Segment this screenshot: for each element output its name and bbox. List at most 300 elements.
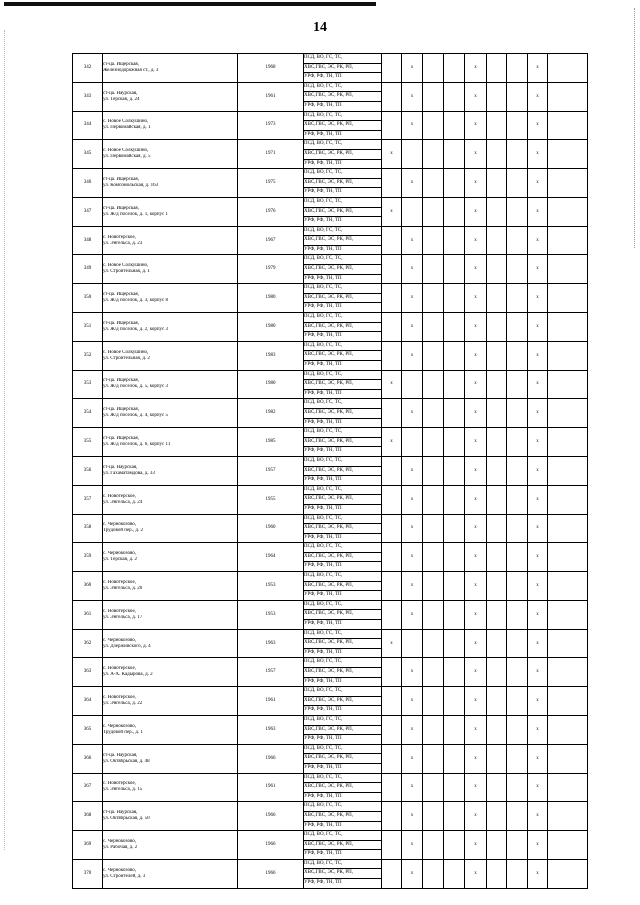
systems-line-3: УРФ, РФ, ТН, ТП — [304, 736, 342, 742]
construction-year: 1953 — [238, 572, 304, 601]
address-cell — [103, 629, 238, 658]
systems-line-1: ПСД, ВО, ГС, ТС, — [304, 140, 381, 150]
address-settlement: с. Новотерское, — [103, 234, 136, 240]
address-cell — [103, 543, 238, 572]
mark-cell: x — [465, 284, 487, 313]
systems-cell — [304, 255, 382, 284]
mark-cell — [423, 485, 444, 514]
address-settlement: ст-ца. Ищерская, — [103, 205, 139, 211]
systems-line-2: ХВС,ГВС, ЭС, РК, РП, — [304, 64, 381, 74]
systems-line-1: ПСД, ВО, ГС, ТС, — [304, 83, 381, 93]
address-street: ул. Октябрьская, д. 48 — [103, 758, 150, 764]
address-cell — [103, 169, 238, 198]
mark-cell — [423, 284, 444, 313]
mark-cell — [548, 197, 588, 226]
mark-cell — [382, 226, 402, 255]
systems-line-1: ПСД, ВО, ГС, ТС, — [304, 54, 381, 64]
scan-margin-left — [4, 30, 13, 850]
systems-line-2: ХВС,ГВС, ЭС, РК, РП, — [304, 438, 381, 448]
systems-cell — [304, 54, 382, 83]
systems-line-3: УРФ, РФ, ТН, ТП — [304, 218, 342, 224]
systems-cell — [304, 313, 382, 342]
mark-cell — [444, 802, 465, 831]
table-row — [73, 370, 588, 399]
mark-cell — [507, 255, 528, 284]
mark-cell: x — [528, 831, 548, 860]
address-settlement: с. Чернокозово, — [103, 637, 137, 643]
address-street: ул. Энгельса, д. 24 — [103, 499, 143, 505]
systems-line-1: ПСД, ВО, ГС, ТС, — [304, 169, 381, 179]
address-settlement: с. Чернокозово, — [103, 522, 137, 528]
systems-line-2: ХВС,ГВС, ЭС, РК, РП, — [304, 92, 381, 102]
construction-year: 1968 — [238, 54, 304, 83]
mark-cell — [423, 370, 444, 399]
table-row — [73, 169, 588, 198]
mark-cell: x — [402, 543, 423, 572]
mark-cell — [423, 140, 444, 169]
row-number: 348 — [73, 226, 103, 255]
mark-cell — [507, 54, 528, 83]
systems-line-2: ХВС,ГВС, ЭС, РК, РП, — [304, 208, 381, 218]
table-row — [73, 54, 588, 83]
table-row — [73, 284, 588, 313]
mark-cell — [444, 859, 465, 888]
systems-line-1: ПСД, ВО, ГС, ТС, — [304, 198, 381, 208]
address-street: ул. Первомайская, д. 5 — [103, 154, 151, 160]
row-number: 344 — [73, 111, 103, 140]
mark-cell — [507, 169, 528, 198]
mark-cell — [487, 687, 507, 716]
mark-cell — [444, 370, 465, 399]
address-settlement: с. Чернокозово, — [103, 838, 137, 844]
mark-cell — [382, 687, 402, 716]
table-row — [73, 341, 588, 370]
mark-cell — [507, 744, 528, 773]
mark-cell — [507, 140, 528, 169]
mark-cell — [507, 600, 528, 629]
construction-year: 1966 — [238, 859, 304, 888]
systems-line-3: УРФ, РФ, ТН, ТП — [304, 621, 342, 627]
address-cell — [103, 255, 238, 284]
systems-cell — [304, 111, 382, 140]
systems-line-2: ХВС,ГВС, ЭС, РК, РП, — [304, 236, 381, 246]
row-number: 358 — [73, 514, 103, 543]
address-settlement: ст-ца. Наурская, — [103, 90, 138, 96]
mark-cell: x — [465, 744, 487, 773]
systems-line-2: ХВС,ГВС, ЭС, РК, РП, — [304, 812, 381, 822]
systems-cell — [304, 773, 382, 802]
mark-cell — [444, 831, 465, 860]
row-number: 355 — [73, 428, 103, 457]
mark-cell — [423, 859, 444, 888]
mark-cell — [487, 341, 507, 370]
mark-cell: x — [528, 82, 548, 111]
address-settlement: ст-ца. Ищерская, — [103, 292, 139, 298]
table-row — [73, 715, 588, 744]
mark-cell: x — [402, 341, 423, 370]
mark-cell: x — [382, 629, 402, 658]
mark-cell — [507, 82, 528, 111]
mark-cell — [507, 485, 528, 514]
address-street: ул. Гахаматамдова, д. 33 — [103, 470, 155, 476]
row-number: 343 — [73, 82, 103, 111]
mark-cell — [423, 658, 444, 687]
mark-cell — [382, 802, 402, 831]
scan-margin-right — [634, 8, 638, 248]
address-settlement: с. Новотерское, — [103, 666, 136, 672]
mark-cell — [487, 284, 507, 313]
housing-table — [72, 53, 588, 889]
mark-cell — [423, 543, 444, 572]
mark-cell: x — [402, 802, 423, 831]
mark-cell — [548, 370, 588, 399]
mark-cell — [444, 629, 465, 658]
systems-line-3: УРФ, РФ, ТН, ТП — [304, 851, 342, 857]
systems-line-2: ХВС,ГВС, ЭС, РК, РП, — [304, 726, 381, 736]
mark-cell — [548, 428, 588, 457]
mark-cell — [507, 341, 528, 370]
systems-cell — [304, 715, 382, 744]
mark-cell — [487, 600, 507, 629]
address-street: ул. Ж/д поселок, д. 3, корпус 8 — [103, 298, 169, 304]
systems-line-3: УРФ, РФ, ТН, ТП — [304, 678, 342, 684]
address-settlement: ст-ца. Ищерская, — [103, 177, 139, 183]
construction-year: 1964 — [238, 543, 304, 572]
mark-cell: x — [402, 859, 423, 888]
mark-cell: x — [402, 600, 423, 629]
systems-line-3: УРФ, РФ, ТН, ТП — [304, 592, 342, 598]
address-settlement: с. Новое Солкушино, — [103, 263, 149, 269]
mark-cell: x — [528, 370, 548, 399]
systems-line-2: ХВС,ГВС, ЭС, РК, РП, — [304, 524, 381, 534]
systems-line-1: ПСД, ВО, ГС, ТС, — [304, 658, 381, 668]
table-row — [73, 658, 588, 687]
systems-line-2: ХВС,ГВС, ЭС, РК, РП, — [304, 467, 381, 477]
mark-cell — [507, 687, 528, 716]
systems-line-2: ХВС,ГВС, ЭС, РК, РП, — [304, 380, 381, 390]
mark-cell — [548, 341, 588, 370]
mark-cell — [382, 859, 402, 888]
mark-cell — [548, 600, 588, 629]
systems-line-1: ПСД, ВО, ГС, ТС, — [304, 802, 381, 812]
systems-cell — [304, 428, 382, 457]
mark-cell — [382, 284, 402, 313]
mark-cell: x — [465, 859, 487, 888]
mark-cell — [507, 111, 528, 140]
mark-cell — [487, 715, 507, 744]
mark-cell — [444, 197, 465, 226]
row-number: 367 — [73, 773, 103, 802]
address-street: ул. Строительная, д. 2 — [103, 355, 150, 361]
mark-cell — [548, 456, 588, 485]
construction-year: 1957 — [238, 456, 304, 485]
systems-line-3: УРФ, РФ, ТН, ТП — [304, 764, 342, 770]
mark-cell — [444, 658, 465, 687]
mark-cell — [444, 255, 465, 284]
mark-cell: x — [528, 859, 548, 888]
mark-cell: x — [465, 197, 487, 226]
construction-year: 1985 — [238, 428, 304, 457]
address-street: ул. Энгельса, д. 17 — [103, 614, 143, 620]
construction-year: 1967 — [238, 226, 304, 255]
mark-cell — [382, 572, 402, 601]
address-settlement: ст-ца. Ищерская, — [103, 436, 139, 442]
mark-cell — [382, 341, 402, 370]
address-settlement: ст-ца. Ищерская, — [103, 61, 139, 67]
mark-cell: x — [382, 428, 402, 457]
systems-line-3: УРФ, РФ, ТН, ТП — [304, 390, 342, 396]
mark-cell: x — [528, 543, 548, 572]
address-cell — [103, 831, 238, 860]
mark-cell: x — [465, 341, 487, 370]
systems-cell — [304, 658, 382, 687]
address-street: ул. Ж/д поселок, д. 1, корпус 1 — [103, 211, 169, 217]
mark-cell — [487, 140, 507, 169]
systems-cell — [304, 370, 382, 399]
table-row — [73, 399, 588, 428]
systems-line-1: ПСД, ВО, ГС, ТС, — [304, 860, 381, 870]
mark-cell: x — [402, 514, 423, 543]
mark-cell: x — [382, 370, 402, 399]
mark-cell — [423, 54, 444, 83]
systems-line-2: ХВС,ГВС, ЭС, РК, РП, — [304, 553, 381, 563]
systems-line-3: УРФ, РФ, ТН, ТП — [304, 707, 342, 713]
mark-cell — [444, 54, 465, 83]
address-street: ул. Энгельса, д. 22 — [103, 701, 143, 707]
row-number: 363 — [73, 658, 103, 687]
mark-cell — [444, 744, 465, 773]
systems-cell — [304, 802, 382, 831]
mark-cell — [444, 543, 465, 572]
address-settlement: ст-ца. Ищерская, — [103, 378, 139, 384]
mark-cell — [487, 802, 507, 831]
mark-cell — [507, 456, 528, 485]
mark-cell: x — [528, 773, 548, 802]
systems-line-2: ХВС,ГВС, ЭС, РК, РП, — [304, 150, 381, 160]
mark-cell — [507, 802, 528, 831]
mark-cell — [507, 399, 528, 428]
systems-line-2: ХВС,ГВС, ЭС, РК, РП, — [304, 409, 381, 419]
systems-cell — [304, 744, 382, 773]
systems-line-3: УРФ, РФ, ТН, ТП — [304, 649, 342, 655]
mark-cell — [402, 197, 423, 226]
mark-cell: x — [528, 284, 548, 313]
construction-year: 1966 — [238, 802, 304, 831]
address-street: ул. Терская, д. 24 — [103, 96, 140, 102]
mark-cell: x — [465, 82, 487, 111]
mark-cell — [423, 802, 444, 831]
row-number: 356 — [73, 456, 103, 485]
table-row — [73, 744, 588, 773]
mark-cell — [444, 687, 465, 716]
systems-line-2: ХВС,ГВС, ЭС, РК, РП, — [304, 668, 381, 678]
address-street: ул. Строителей, д. 3 — [103, 873, 146, 879]
mark-cell: x — [402, 226, 423, 255]
mark-cell: x — [402, 54, 423, 83]
row-number: 342 — [73, 54, 103, 83]
table-row — [73, 514, 588, 543]
mark-cell — [548, 399, 588, 428]
mark-cell — [382, 831, 402, 860]
address-cell — [103, 370, 238, 399]
mark-cell — [382, 658, 402, 687]
mark-cell — [548, 313, 588, 342]
mark-cell — [382, 456, 402, 485]
systems-line-1: ПСД, ВО, ГС, ТС, — [304, 572, 381, 582]
mark-cell — [507, 370, 528, 399]
mark-cell — [382, 744, 402, 773]
mark-cell — [382, 255, 402, 284]
row-number: 357 — [73, 485, 103, 514]
mark-cell: x — [528, 514, 548, 543]
systems-line-3: УРФ, РФ, ТН, ТП — [304, 304, 342, 310]
row-number: 349 — [73, 255, 103, 284]
mark-cell: x — [528, 341, 548, 370]
mark-cell — [487, 658, 507, 687]
mark-cell: x — [528, 255, 548, 284]
table-row — [73, 773, 588, 802]
systems-line-3: УРФ, РФ, ТН, ТП — [304, 189, 342, 195]
mark-cell — [548, 744, 588, 773]
table-row — [73, 687, 588, 716]
mark-cell — [487, 399, 507, 428]
address-settlement: ст-ца. Ищерская, — [103, 320, 139, 326]
address-street: ул. Энгельса, д. 23 — [103, 240, 143, 246]
systems-line-1: ПСД, ВО, ГС, ТС, — [304, 716, 381, 726]
mark-cell — [423, 831, 444, 860]
mark-cell — [444, 514, 465, 543]
construction-year: 1973 — [238, 111, 304, 140]
address-settlement: с. Новотерское, — [103, 781, 136, 787]
mark-cell — [444, 313, 465, 342]
row-number: 350 — [73, 284, 103, 313]
systems-line-2: ХВС,ГВС, ЭС, РК, РП, — [304, 495, 381, 505]
systems-cell — [304, 572, 382, 601]
construction-year: 1982 — [238, 399, 304, 428]
systems-line-2: ХВС,ГВС, ЭС, РК, РП, — [304, 869, 381, 879]
address-cell — [103, 284, 238, 313]
mark-cell — [487, 859, 507, 888]
systems-cell — [304, 456, 382, 485]
address-settlement: с. Новое Солкушино, — [103, 119, 149, 125]
table-row — [73, 629, 588, 658]
row-number: 365 — [73, 715, 103, 744]
systems-line-1: ПСД, ВО, ГС, ТС, — [304, 831, 381, 841]
mark-cell — [423, 399, 444, 428]
row-number: 366 — [73, 744, 103, 773]
mark-cell — [423, 313, 444, 342]
address-cell — [103, 514, 238, 543]
mark-cell — [423, 255, 444, 284]
mark-cell: x — [465, 456, 487, 485]
address-cell — [103, 859, 238, 888]
systems-line-1: ПСД, ВО, ГС, ТС, — [304, 486, 381, 496]
mark-cell: x — [465, 111, 487, 140]
table-row — [73, 802, 588, 831]
mark-cell — [423, 456, 444, 485]
mark-cell: x — [465, 658, 487, 687]
mark-cell — [507, 197, 528, 226]
address-cell — [103, 658, 238, 687]
mark-cell: x — [465, 802, 487, 831]
systems-line-3: УРФ, РФ, ТН, ТП — [304, 563, 342, 569]
row-number: 364 — [73, 687, 103, 716]
address-street: ул. Ж/д поселок, д. 5, корпус 3 — [103, 384, 169, 390]
construction-year: 1966 — [238, 831, 304, 860]
mark-cell: x — [402, 255, 423, 284]
table-row — [73, 485, 588, 514]
mark-cell: x — [465, 687, 487, 716]
systems-line-2: ХВС,ГВС, ЭС, РК, РП, — [304, 265, 381, 275]
row-number: 352 — [73, 341, 103, 370]
address-street: ул. Ж/д поселок, д. 2, корпус 3 — [103, 326, 169, 332]
construction-year: 1971 — [238, 140, 304, 169]
mark-cell: x — [528, 802, 548, 831]
mark-cell: x — [465, 543, 487, 572]
mark-cell — [548, 140, 588, 169]
row-number: 353 — [73, 370, 103, 399]
mark-cell: x — [402, 313, 423, 342]
systems-line-1: ПСД, ВО, ГС, ТС, — [304, 515, 381, 525]
systems-line-3: УРФ, РФ, ТН, ТП — [304, 477, 342, 483]
mark-cell — [382, 82, 402, 111]
table-row — [73, 140, 588, 169]
mark-cell — [382, 313, 402, 342]
mark-cell — [402, 428, 423, 457]
mark-cell — [444, 341, 465, 370]
systems-line-2: ХВС,ГВС, ЭС, РК, РП, — [304, 754, 381, 764]
row-number: 362 — [73, 629, 103, 658]
mark-cell — [548, 715, 588, 744]
systems-line-3: УРФ, РФ, ТН, ТП — [304, 160, 342, 166]
address-street: Трудовой пер., д. 2 — [103, 528, 143, 534]
mark-cell — [444, 226, 465, 255]
mark-cell — [487, 572, 507, 601]
mark-cell — [548, 773, 588, 802]
systems-line-1: ПСД, ВО, ГС, ТС, — [304, 342, 381, 352]
mark-cell: x — [528, 658, 548, 687]
systems-line-1: ПСД, ВО, ГС, ТС, — [304, 112, 381, 122]
mark-cell: x — [528, 313, 548, 342]
mark-cell — [487, 169, 507, 198]
mark-cell — [507, 629, 528, 658]
systems-cell — [304, 687, 382, 716]
mark-cell — [487, 629, 507, 658]
systems-line-3: УРФ, РФ, ТН, ТП — [304, 880, 342, 886]
mark-cell — [548, 226, 588, 255]
mark-cell: x — [528, 197, 548, 226]
systems-line-2: ХВС,ГВС, ЭС, РК, РП, — [304, 294, 381, 304]
mark-cell — [548, 629, 588, 658]
mark-cell — [423, 514, 444, 543]
mark-cell: x — [402, 831, 423, 860]
mark-cell — [423, 82, 444, 111]
mark-cell — [548, 572, 588, 601]
systems-line-1: ПСД, ВО, ГС, ТС, — [304, 745, 381, 755]
construction-year: 1980 — [238, 284, 304, 313]
address-street: ул. Строительная, д. 1 — [103, 269, 150, 275]
mark-cell — [548, 54, 588, 83]
address-settlement: с. Новое Солкушино, — [103, 349, 149, 355]
row-number: 368 — [73, 802, 103, 831]
systems-line-3: УРФ, РФ, ТН, ТП — [304, 362, 342, 367]
systems-line-2: ХВС,ГВС, ЭС, РК, РП, — [304, 323, 381, 333]
row-number: 369 — [73, 831, 103, 860]
mark-cell — [548, 802, 588, 831]
mark-cell — [487, 197, 507, 226]
address-cell — [103, 715, 238, 744]
row-number: 345 — [73, 140, 103, 169]
